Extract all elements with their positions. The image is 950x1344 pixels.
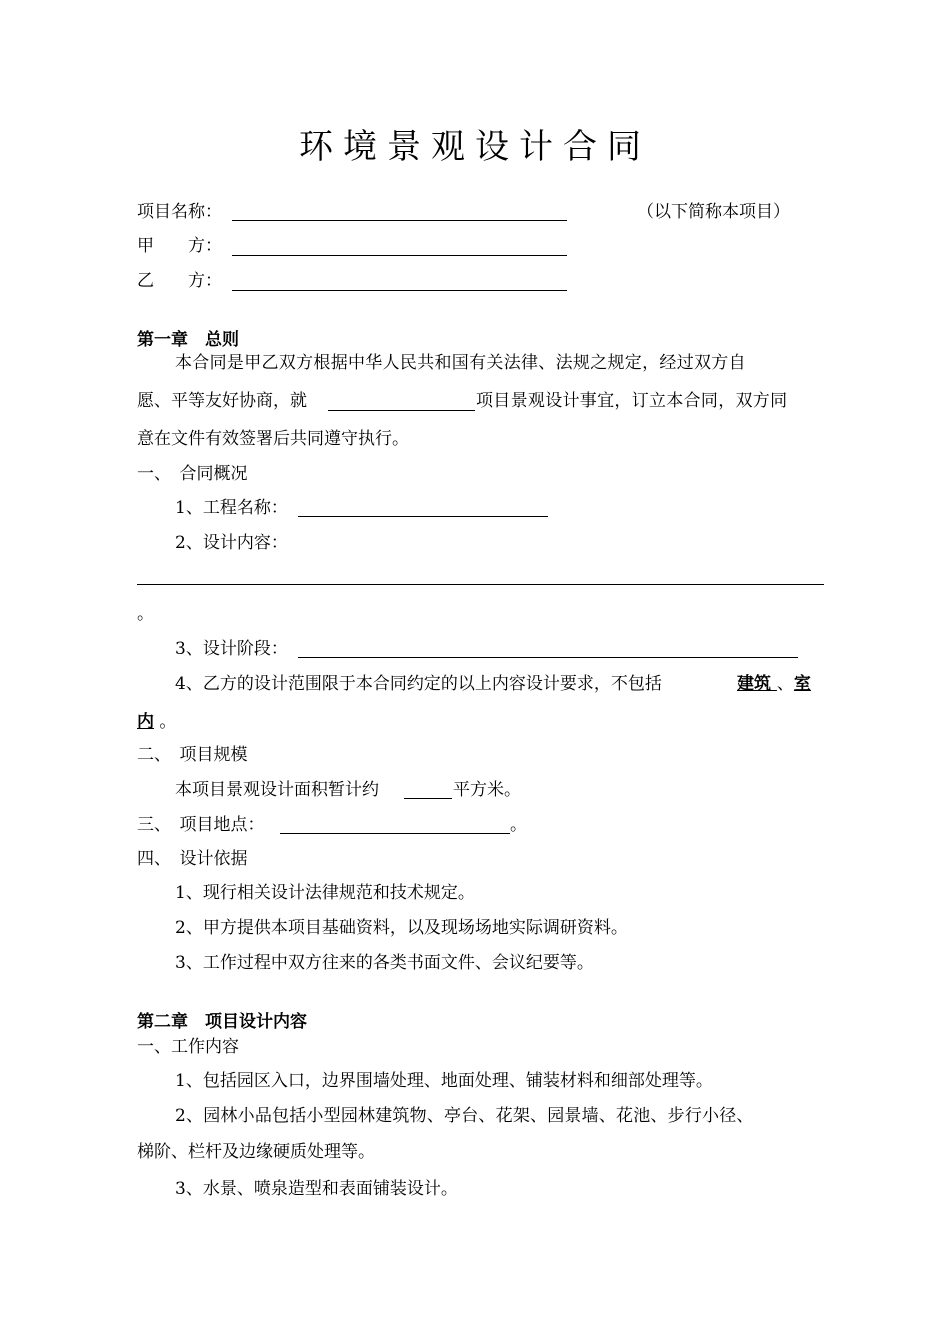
item-4-separator: 、 [776, 674, 794, 694]
scale-text-a: 本项目景观设计面积暂计约 [175, 780, 379, 800]
intro-line-2b: 项目景观设计事宜，订立本合同，双方同 [476, 391, 788, 411]
item-4-line-2 [137, 714, 176, 731]
exclusion-building: 建筑 [737, 674, 771, 694]
item-2-label: 2、设计内容： [175, 533, 288, 553]
area-blank[interactable] [404, 798, 452, 799]
basis-1: 1、现行相关设计法律规范和技术规定。 [175, 883, 475, 903]
section-3-end: 。 [510, 815, 527, 835]
intro-line-1: 本合同是甲乙双方根据中华人民共和国有关法律、法规之规定，经过双方自 [175, 353, 746, 373]
work-3: 3、水景、喷泉造型和表面铺装设计。 [175, 1179, 458, 1199]
work-2-line-1: 2、园林小品包括小型园林建筑物、亭台、花架、园景墙、花池、步行小径、 [175, 1106, 754, 1126]
item-4-end: 。 [159, 712, 177, 732]
design-content-blank[interactable] [137, 584, 824, 585]
section-1-title: 一、 合同概况 [137, 464, 248, 484]
chapter2-heading: 第二章 项目设计内容 [137, 1012, 307, 1032]
project-title-blank[interactable] [298, 516, 548, 517]
chapter2-section-1-title: 一、工作内容 [137, 1037, 239, 1057]
intro-line-2a: 愿、平等友好协商，就 [137, 391, 307, 411]
party-a-label: 甲 方： [137, 236, 222, 256]
chapter1-heading: 第一章 总则 [137, 330, 239, 350]
party-b-label: 乙 方： [137, 271, 222, 291]
intro-project-blank[interactable] [328, 410, 475, 411]
project-name-blank[interactable] [232, 220, 567, 221]
exclusion-interior-a: 室 [793, 674, 811, 694]
design-stage-blank[interactable] [298, 657, 798, 658]
item-4-exclusion-1 [737, 676, 811, 693]
document-title: 环境景观设计合同 [299, 127, 651, 167]
work-2-line-2: 梯阶、栏杆及边缘硬质处理等。 [137, 1142, 375, 1162]
exclusion-interior-b: 内 [137, 712, 154, 732]
item-4-line-1: 4、乙方的设计范围限于本合同约定的以上内容设计要求，不包括 [175, 674, 662, 694]
party-a-blank[interactable] [232, 255, 567, 256]
party-b-blank[interactable] [232, 290, 567, 291]
section-4-title: 四、 设计依据 [137, 849, 248, 869]
section-2-title: 二、 项目规模 [137, 745, 248, 765]
section-3-title: 三、 项目地点： [137, 815, 265, 835]
basis-2: 2、甲方提供本项目基础资料，以及现场场地实际调研资料。 [175, 918, 628, 938]
location-blank[interactable] [280, 833, 510, 834]
item-2-end: 。 [137, 604, 154, 624]
scale-text-b: 平方米。 [453, 780, 521, 800]
item-3-label: 3、设计阶段： [175, 639, 288, 659]
intro-line-3: 意在文件有效签署后共同遵守执行。 [137, 429, 409, 449]
item-1-label: 1、工程名称： [175, 498, 288, 518]
project-name-label: 项目名称： [137, 202, 222, 222]
basis-3: 3、工作过程中双方往来的各类书面文件、会议纪要等。 [175, 953, 594, 973]
work-1: 1、包括园区入口，边界围墙处理、地面处理、铺装材料和细部处理等。 [175, 1071, 713, 1091]
project-note: （以下简称本项目） [637, 202, 790, 222]
